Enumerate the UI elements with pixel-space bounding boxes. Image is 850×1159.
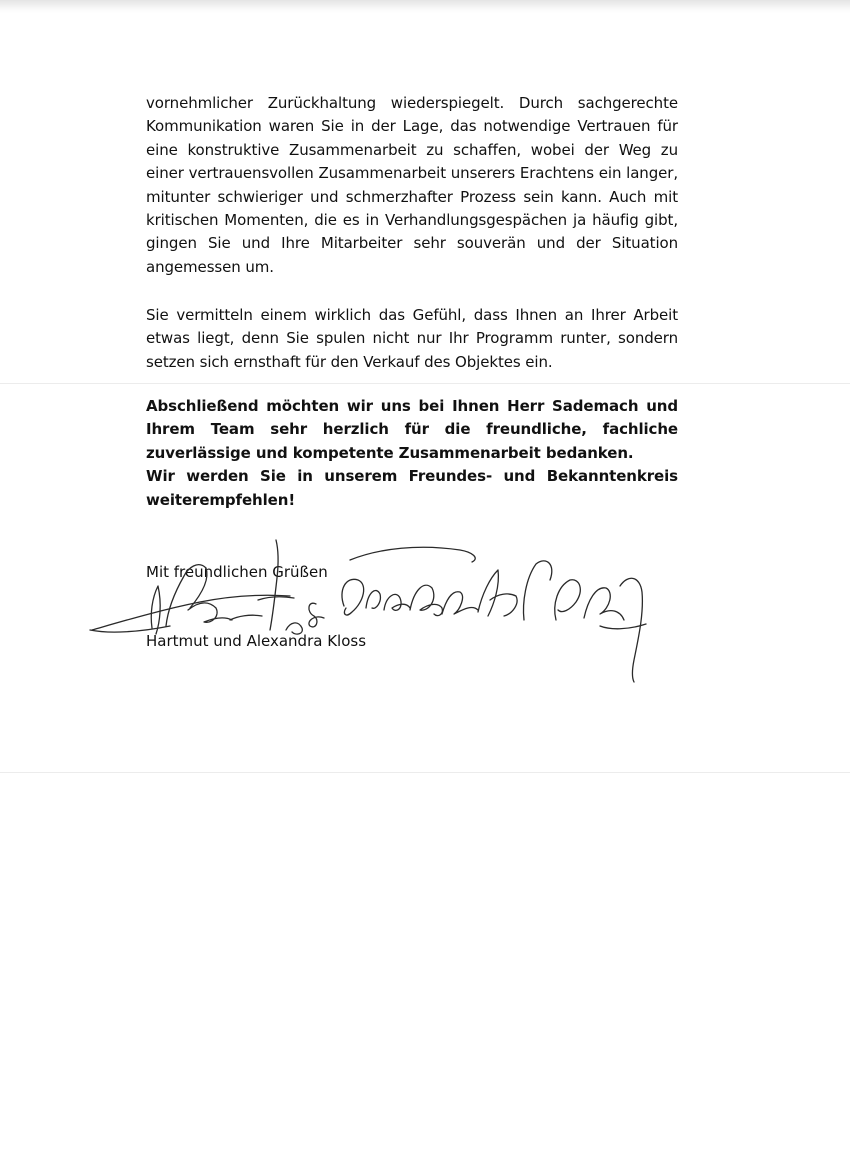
letter-closing-paragraph <box>146 395 678 512</box>
letter-paragraph <box>146 304 678 374</box>
scan-fold-line <box>0 383 850 384</box>
paragraph-text: vornehmlicher Zurückhaltung wiederspiegelt. Durch sachgerechte Kommunikation waren Sie in der Lage, das notwendige Vertrauen für eine konstruktive Zusammenarbeit zu schaffen, wobei der Weg zu einer vertrauensvollen Zusammenarbeit unserers Erachtens ein langer, mitunter schwieriger und schmerzhafter Prozess sein kann. Auch mit kritischen Momenten, die es in Verhandlungsgespächen ja häufig gibt, gingen Sie und Ihre Mitarbeiter sehr souverän und der Situation angemessen um. <box>146 94 678 276</box>
paragraph-text: Sie vermitteln einem wirklich das Gefühl, dass Ihnen an Ihrer Arbeit etwas liegt, denn Sie spulen nicht nur Ihr Programm runter, sondern setzen sich ernsthaft für den Verkauf des Objektes ein. <box>146 306 678 371</box>
recommendation-text: Wir werden Sie in unserem Freundes- und Bekanntenkreis weiterempfehlen! <box>146 467 678 509</box>
scan-edge-shadow <box>0 0 850 14</box>
closing-salutation: Mit freundlichen Grüßen <box>146 563 328 581</box>
signatory-names: Hartmut und Alexandra Kloss <box>146 632 367 650</box>
handwritten-signature <box>80 530 660 690</box>
thanks-text: Abschließend möchten wir uns bei Ihnen Herr Sademach und Ihrem Team sehr herzlich für die freundliche, fachliche zuverlässige und kompetente Zusammenarbeit bedanken. <box>146 397 678 462</box>
scan-fold-line <box>0 772 850 773</box>
letter-paragraph <box>146 92 678 279</box>
